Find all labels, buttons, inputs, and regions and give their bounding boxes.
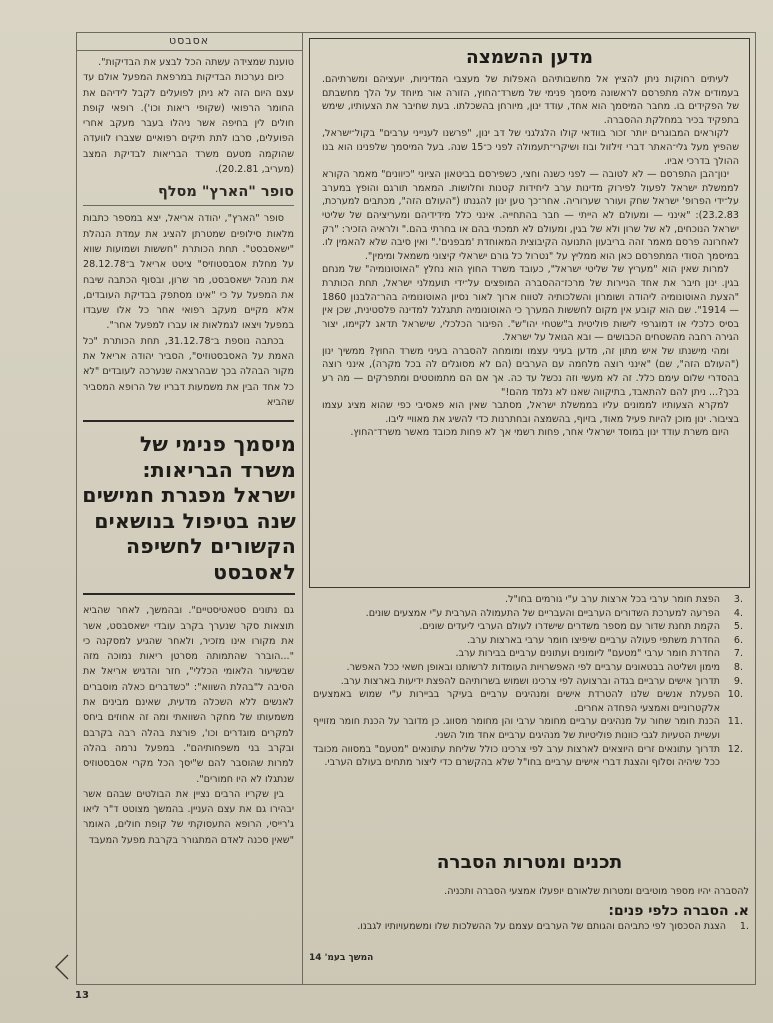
list-text: הקמת תחנת שדור עם מספר משדרים שישדרו לעולם הערבי ליעדים שונים.: [419, 621, 720, 633]
section-header: אסבסט: [76, 32, 302, 51]
list-text: תדרוך אישים ערביים בגדה וברצועה לפי צרכינו ושמוש בשרותיהם להפצת ידיעות בארצות ערב.: [340, 675, 720, 687]
left-column: [76, 32, 303, 985]
list-text: הפעלת אנשים שלנו להטרדת אישים ומנהיגים ערביים בעיקר בביירות ע"י שמוש באמצעים אלקטרוניים ואמצעי הפחדה אחרים.: [313, 689, 720, 714]
list-item: [313, 675, 743, 689]
section-title: תכנים ומטרות הסברה: [436, 852, 623, 873]
numbered-list: [313, 593, 743, 770]
paragraph: לעיתים רחוקות ניתן להציץ אל מחשבותיהם האפלות של מעצבי המדיניות, יועציהם ומשרתיהם. בעמודים אלה מתפרסם לראשונה מיסמך פנימי של משרד־החוץ, הזורה אור מיוחד על הלך מחשבתם של הפקידים בו. מחבר המיסמך הוא אחד, עודד ינון, מיורחן בהשכלתו. בעת שחיבר את הצעותיו, שימש בתפקיד בכיר במחלקת ההסברה.: [322, 74, 739, 126]
paragraph: גם נתונים סטאטיסטיים". ובהמשך, לאחר שהביא תוצאות סקר שנערך בקרב עובדי ישאסבסט, אשר את מקורו אינו מזכיר, ולאחר שהגיע למסקנה כי "...הוברר שהתמותה מסרטן ריאות נמוכה מזה שבשיעור הלאומי הכללי", חזר והדגיש אריאל את הסיבה ל"בהלת השווא": "כשדברים כאלה מוסברים לאנשים ללא השכלה מדעית, שאינם מבינים את משמעותו של מחקר השוואתי ומה זה אחוזים ביחס למקרים מוגדרים וכו', פורצת בהלה רבה בקרבם ובקרב בני משפחותיהם". במפעל נרמה בהלה למרות שהוסבר להם ש"יסך הכל מקרי אסבסטוזיס שנתגלו לא היו חמורים".: [83, 605, 294, 785]
list-text: הצגת הסכסוך לפי כתביהם והגותם של הערבים עצמם על ההשלכות שלו ומשמעויותיו לגבנו.: [357, 921, 726, 932]
list-number: 12.: [727, 743, 743, 755]
list-text: החדרת חומר ערבי "מטעם" ליומונים ועתונים ערביים בבירות ערב.: [455, 648, 720, 660]
list-number: 7.: [733, 648, 743, 660]
sidebar-box: [309, 38, 750, 588]
section-intro: להסברה יהיו מספר מוטיבים ומטרות שלאורם יופעלו אמצעי הסברה ותכניה.: [444, 886, 749, 897]
subheading: סופר "הארץ" מסלף: [83, 183, 294, 206]
paragraph: ומהי מישנתו של איש מתון זה, מדען בעיני עצמו ומומחה להסברה בעיני משרד החוץ? ממשיך ינון ("העולם הזה", שם) "אינני רוצה מלחמה עם הערבים (הם לא מסוגלים לה בכל מקרה), אינני רוצה בהסדרי שלום עימם כלל. זה לא מעשי וזה נכשל עד כה. אך אם הם מתמוטטים ומתפרקים — מה רע בכך?... ניתן להם להתאבד, בתיקווה שאנו לא נלמד מהם!": [322, 345, 739, 398]
paragraph: לקוראים המבוגרים יותר זכור בוודאי קולו הלגלגני של דב ינון, "פרשנו לענייני ערבים" בקול־ישראל, שהפיץ מעל גלי־האתר דברי זילזול ובוז ושיקרי־תעמולה לפני כ־15 שנה. בעל המיסמך שלפנינו הוא בנו ההולך בדרכי אביו.: [322, 128, 739, 167]
list-item: [313, 661, 743, 675]
list-item: [313, 607, 743, 621]
box-text: [310, 73, 749, 440]
paragraph: בכתבה נוספת ב־31.12.78, תחת הכותרת "כל האמת על האסבסטוזיס", הסביר יהודה אריאל את מקור הבהלה בכך שבהרצאה שנערכה לעובדים "לא כל אחד הבין את משמעות דבריו של הרופא המסביר שהביא: [83, 335, 294, 408]
list-number: 10.: [727, 689, 743, 701]
box-title: מדען ההשמצה: [466, 47, 593, 68]
continued-on-page[interactable]: המשך בעמ' 14: [309, 953, 374, 963]
list-number: 9.: [733, 675, 743, 687]
headline: מיסמך פנימי של משרד הבריאות: ישראל מפגרת חמישים שנה בטיפול בנושאים הקשורים לחשיפה לאסבסט: [82, 432, 296, 584]
paragraph: כיום נערכות הבדיקות במרפאת המפעל אולם עד עצם היום הזה לא ניתן לפועלים לקבל לידיהם את החומר הרפואי (שקופי ריאות וכו'). רופאי קופת חולים לין בחיפה אשר ניהלו בעבר מעקב אחרי הפועלים, סרבו לתת תיקים רפואיים שצברו לוועדה שהוקמה מטעם משרד הבריאות לבדיקת המצב (מעריב, 20.2.81).: [83, 72, 294, 176]
list-number: 11.: [727, 716, 743, 728]
list-item: [313, 743, 743, 770]
paragraph: טוענת שמצידה עשתה הכל לבצע את הבדיקות".: [98, 57, 294, 68]
list-text: הכנת חומר שחור על מנהיגים ערביים מחומר ערבי והן מחומר מסווג. כן מדובר על הכנת חומר מזוייף ועשיית הטעיות לגבי כוונות פוליטיות של מנהיגים ערביים אחד מול השני.: [313, 716, 720, 741]
list-text: הפרעה למערכת השדורים הערביים והעבריים של התעמולה הערבית ע"י אמצעים שונים.: [365, 607, 720, 619]
list-item: [313, 715, 743, 742]
left-column-text: [76, 51, 302, 422]
list-number: 4.: [733, 607, 743, 619]
list-number: 8.: [733, 661, 743, 673]
list-text: הפצת חומר ערבי בכל ארצות ערב ע"י גורמים בחו"ל.: [505, 594, 720, 605]
paragraph: היום משרת עודד ינון במוסד ישראלי אחר, פחות רשמי אך לא פחות מכובד מאשר משרד־החוץ.: [350, 427, 729, 439]
list-number: 1.: [739, 921, 749, 932]
chevron-left-icon: [54, 954, 70, 980]
continuation-text: [83, 593, 295, 848]
list-text: תדרוך עתונאים זרים היוצאים לארצות ערב לפי צרכינו כולל שליחת עתונאים "מטעם" במסווה מכובד ככל שיהיה וסלוף והצגת דברי אישים ערביים בחו"ל שלא בהקשרם כדי ליצור מתחים בעולם הערבי.: [313, 743, 720, 769]
paragraph: בין שקריו הרבים נציין את הבולטים שבהם אשר יבהירו גם את עצם העניין. בהמשך מצוטט ד"ר ליאו ג'רייסי, הרופא התעסוקתי של קופת חולים, האומר "שאין סכנה לאדם המתגורר בקרבת מפעל המעבד: [83, 788, 294, 846]
list-text: החדרת משתפי פעולה ערביים שיפיצו חומר ערבי בארצות ערב.: [467, 634, 720, 646]
list-item: [313, 593, 743, 607]
list-item: [313, 688, 743, 715]
list-item: [313, 634, 743, 648]
paragraph: למרות שאין הוא "מעריץ של שליטי ישראל", כעובד משרד החוץ הוא נחלץ "האוטונומיה" של מנחם בגין. ינון חיבר את אחד הניירות של מרכז־ההסברה המופצים על־ידי תועמלני ישראל, תחת הכותרת "הצעת האוטונומיה ליהודה ושומרון והשלכותיה לטווח ארוך לאור נסיון האוטונומיה בהר־הלבנון 1860 — 1914". שם הוא קובע אין מקום לחששות המערך כי האוטונומיה תתגלגל למדינה פלסטינית, שכן אין בסיס כלכלי או דמוגרפי לישות פוליטית ב"שטחי יהו"ש". הפיגור הכלכלי, שישראל תדאג לקיימו, יצור הגירה רחבה מהשטחים הכבושים — ובא הגואל על ישראל.: [322, 264, 739, 344]
list-item: [313, 620, 743, 634]
previous-page-button[interactable]: [54, 954, 70, 980]
paragraph: ינון־הבן התפרסם — לא לטובה — לפני כשנה וחצי, כשפירסם בביטאון הציוני "כיוונים" מאמר הקורא לממשלת ישראל לפעול לפירוק מדינות ערב ליחידות קטנות וחלושות. המאמר תורגם והופץ במערב על־ידי הפרופ' ישראל שחק ועורר שערוריה. אחר־כך טען ינון להגנתו ("העולם הזה", מכתבים למערכת, 23.2.83): "אינני — ומעולם לא הייתי — חבר בהתחייה. אינני כלל מידידיהם ומעריציהם של שליטי ישראל הנוכחים, לא של שרון ולא של בגין, ומעולם לא תמכתי בהם או בחרתי בהם." ולראיה הזכיר: "רק לאחרונה פרסם מאמר זהה בריבעון התנועה הקיבוצית המאוחדת 'מבפנים'." ואין סיבה שלא להאמין לו. במיסמך הסודי המתפרסם כאן הוא ממליץ על "נטרול כל גורם ישראלי קיצוני משמאל ומימין".: [322, 169, 739, 262]
list-number: 3.: [733, 594, 743, 605]
paragraph: סופר "הארץ", יהודה אריאל, יצא במספר כתבות מלאות סילופים שמטרתן להציג את עמדת הנהלת "ישאסבסט". תחת הכותרת "חששות ושמועות שווא על מחלת אסבסטוזיס" ציטט אריאל ב־28.12.78 את מנהל ישאסבסט, מר שרון, ובסוף הכתבה שיבח את המפעל על כי "אינו מסתפק בבדיקת העובדים, אלא מקיים מעקב רפואי אחר כל אלו שעבדו במפעל ויצאו לגמלאות או עברו למפעל אחר".: [83, 213, 294, 332]
page-number: 13: [75, 990, 89, 1001]
list-number: 5.: [733, 621, 743, 633]
list-item: [309, 920, 749, 933]
right-column: [303, 32, 756, 985]
paragraph: למקרא הצעותיו לממונים עליו בממשלת ישראל, מסתבר שאין הוא פאסיבי כפי שהוא מציג עצמו בציבור. ינון מוכן להיות פעיל מאוד, בזיוף, בהשמצה ובחתרנות כדי להשיג את מאוויי ליבו.: [322, 400, 739, 425]
section-subheading: א. הסברה כלפי פנים:: [608, 903, 749, 919]
list-text: מימון ושליטה בבטאונים ערביים לפי האפשרויות העומדות לרשותנו ובאופן חשאי ככל האפשר.: [346, 661, 720, 673]
list-item: [313, 647, 743, 661]
list-number: 6.: [733, 634, 743, 646]
